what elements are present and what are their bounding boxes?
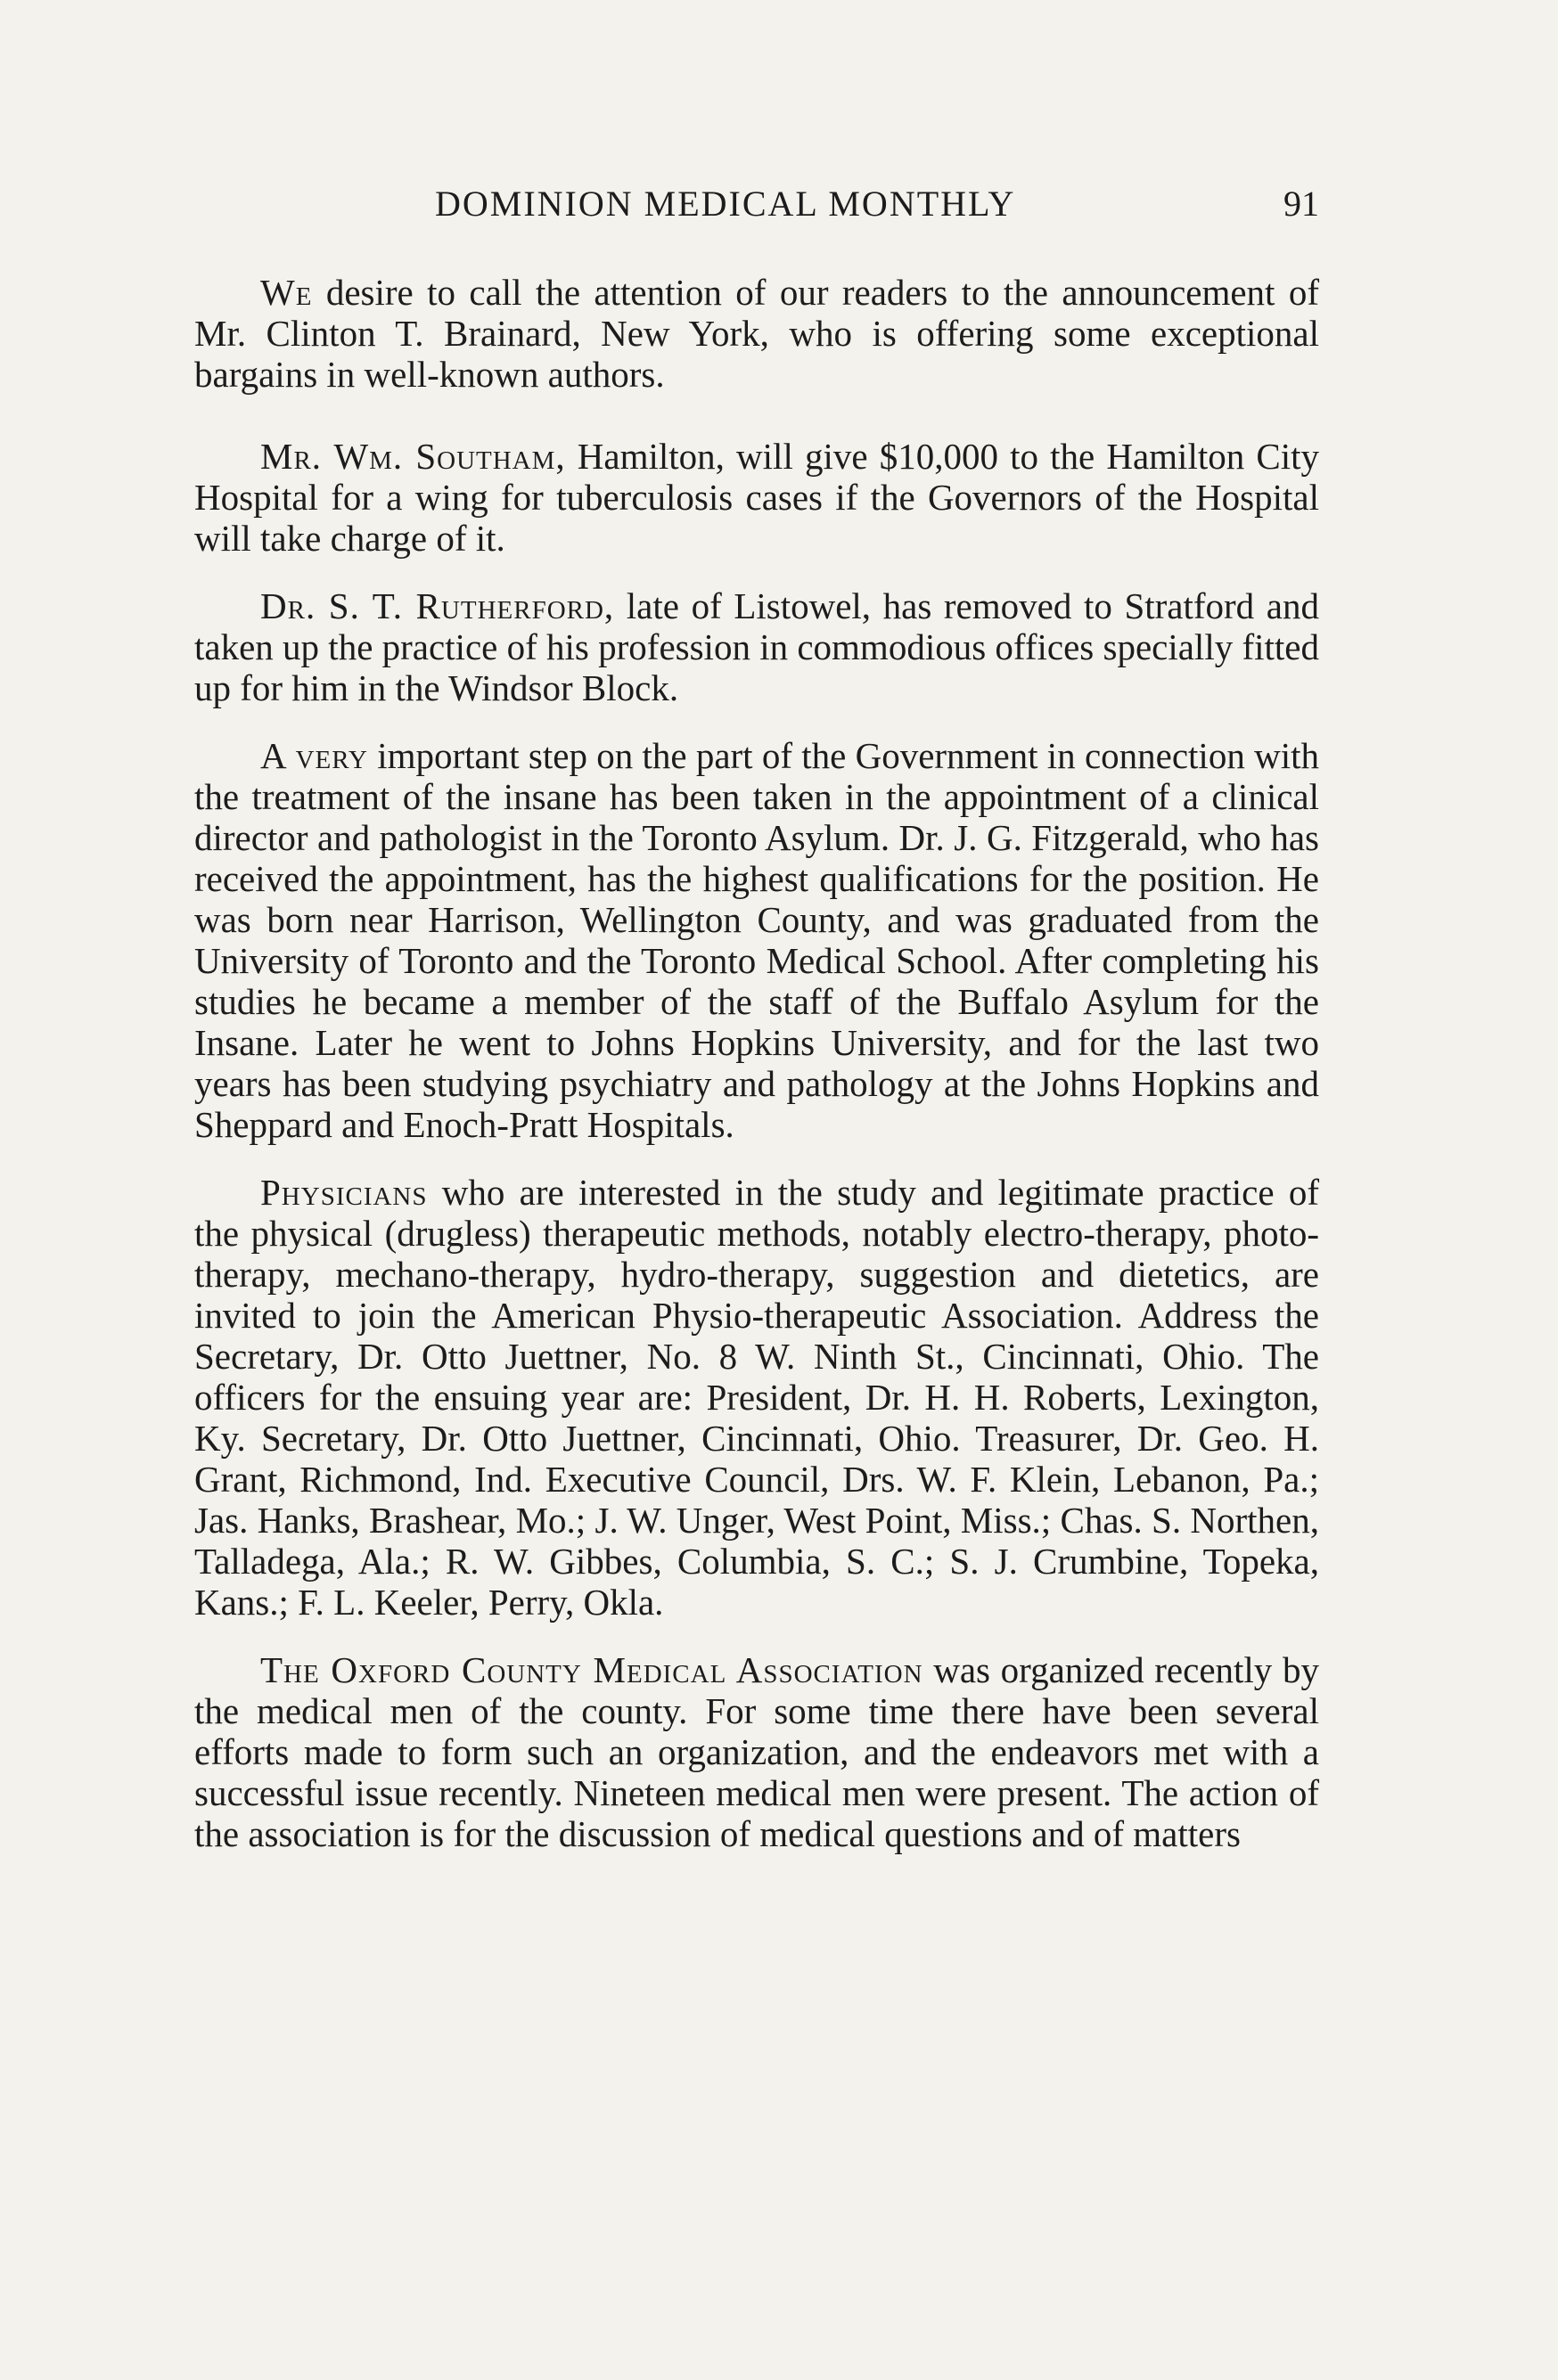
paragraph-text: desire to call the attention of our readers to the announcement of Mr. Clinton T. Brainard, New York, who is offering some exceptional bargains in well-known authors. xyxy=(194,272,1319,395)
paragraph-text: late of Listowel, has removed to Stratford and taken up the practice of his profession in commodious offices specially fitted up for him in the Windsor Block. xyxy=(194,585,1319,708)
paragraph-physio-association xyxy=(194,1172,1319,1623)
paragraph-lead: We xyxy=(260,272,313,313)
paragraph-text: was organized recently by the medical men of the county. For some time there have been several efforts made to form such an organization, and the endeavors met with a successful issue recently. Nineteen medical men were present. The action of the association is for the discussion of medical questions and of matters xyxy=(194,1649,1319,1854)
paragraph-lead: Physicians xyxy=(260,1172,428,1213)
running-head xyxy=(194,183,1319,236)
paragraph-brainard xyxy=(194,272,1319,395)
paragraph-fitzgerald xyxy=(194,735,1319,1145)
paragraph-lead: Dr. S. T. Rutherford, xyxy=(260,585,615,626)
journal-title: DOMINION MEDICAL MONTHLY xyxy=(435,184,1016,224)
page-number: 91 xyxy=(1283,184,1319,224)
paragraph-text: who are interested in the study and legitimate practice of the physical (drugless) therapeutic methods, notably electro-therapy, photo-therapy, mechano-therapy, hydro-therapy, suggestion and dietetics, are invited to join the American Physio-therapeutic Association. Address the Secretary, Dr. Otto Juettner, No. 8 W. Ninth St., Cincinnati, Ohio. The officers for the ensuing year are: President, Dr. H. H. Roberts, Lexington, Ky. Secretary, Dr. Otto Juettner, Cincinnati, Ohio. Treasurer, Dr. Geo. H. Grant, Richmond, Ind. Executive Council, Drs. W. F. Klein, Lebanon, Pa.; Jas. Hanks, Brashear, Mo.; J. W. Unger, West Point, Miss.; Chas. S. Northen, Talladega, Ala.; R. W. Gibbes, Columbia, S. C.; S. J. Crumbine, Topeka, Kans.; F. L. Keeler, Perry, Okla. xyxy=(194,1172,1319,1623)
paragraph-rutherford xyxy=(194,585,1319,708)
paragraph-lead: A very xyxy=(260,735,368,776)
paragraph-text: important step on the part of the Government in connection with the treatment of the insane has been taken in the appointment of a clinical director and pathologist in the Toronto Asylum. Dr. J. G. Fitzgerald, who has received the appointment, has the highest qualifications for the position. He was born near Harrison, Wellington County, and was graduated from the University of Toronto and the Toronto Medical School. After completing his studies he became a member of the staff of the Buffalo Asylum for the Insane. Later he went to Johns Hopkins University, and for the last two years has been studying psychiatry and pathology at the Johns Hopkins and Sheppard and Enoch-Pratt Hospitals. xyxy=(194,735,1319,1145)
page-body xyxy=(194,183,1319,1895)
paragraph-text: Hamilton, will give $10,000 to the Hamilton City Hospital for a wing for tuberculosis cases if the Governors of the Hospital will take charge of it. xyxy=(194,436,1319,559)
paragraph-lead: The Oxford County Medical Association xyxy=(260,1649,923,1690)
paragraph-southam xyxy=(194,436,1319,559)
paragraph-oxford-county xyxy=(194,1649,1319,1854)
paragraph-lead: Mr. Wm. Southam, xyxy=(260,436,566,477)
